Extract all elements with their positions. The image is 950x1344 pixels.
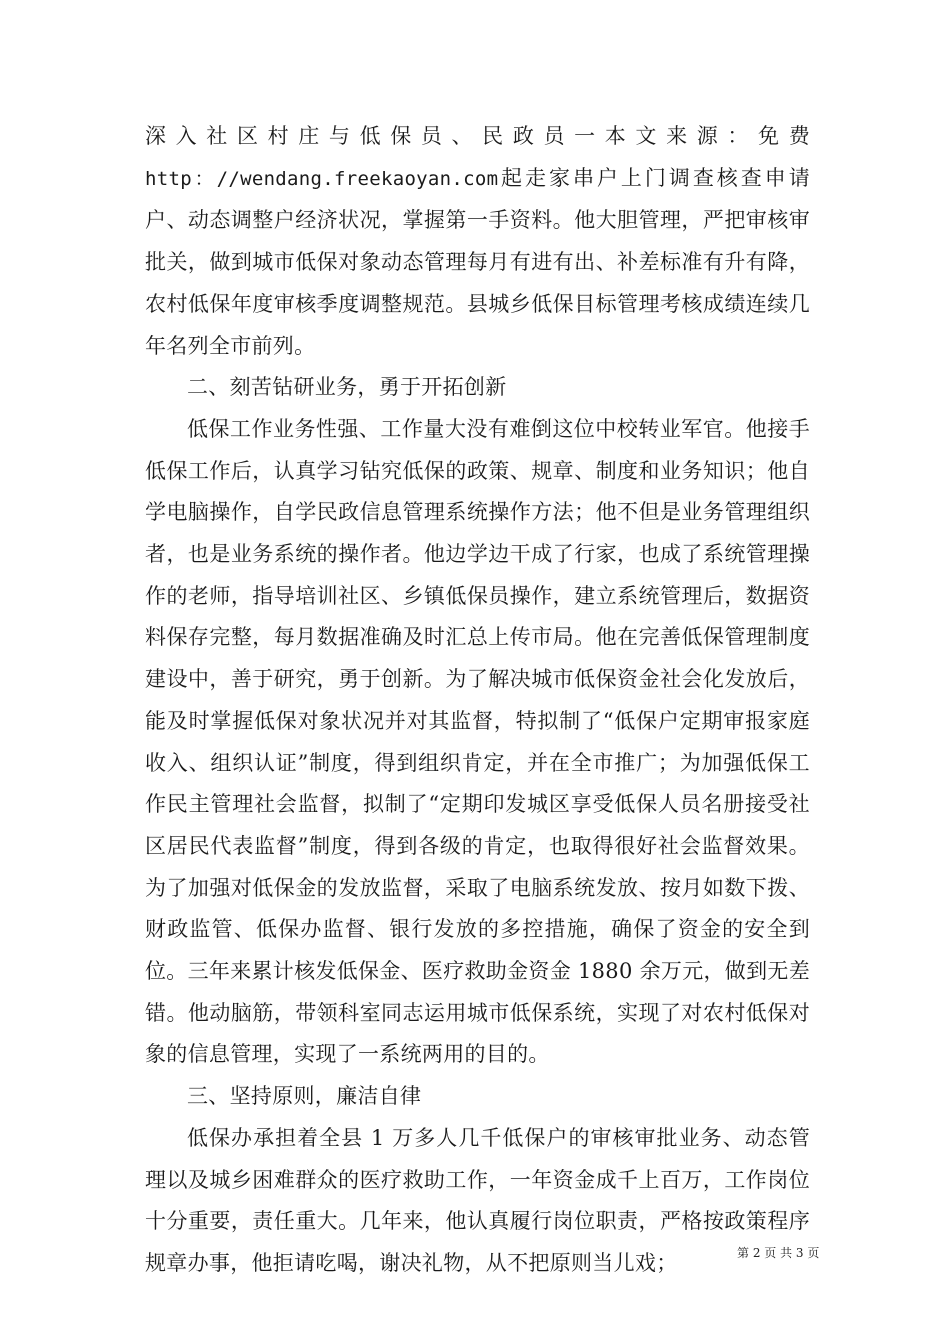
section-heading-2: 二、刻苦钻研业务，勇于开拓创新 <box>187 375 507 400</box>
source-url-part-2: wendang.freekaoyan.com <box>240 167 499 190</box>
source-url-part-1: http：// <box>145 167 241 190</box>
paragraph-1-text-b: 起走家串户上门调查核查申请户、动态调整户经济状况，掌握第一手资料。他大胆管理，严把审核审批关，做到城市低保对象动态管理每月有进有出、补差标准有升有降，农村低保年度审核季度调整规范。县城乡低保目标管理考核成绩连续几年名列全市前列。 <box>145 165 811 358</box>
page-number: 第 2 页 共 3 页 <box>737 1246 820 1260</box>
document-body <box>145 116 810 1285</box>
paragraph-1 <box>145 116 810 367</box>
paragraph-1-text-a: 深入社区村庄与低保员、民政员一本文来源：免费 <box>145 124 810 148</box>
section-heading-3: 三、坚持原则，廉洁自律 <box>187 1084 422 1109</box>
paragraph-3: 低保办承担着全县 1 万多人几千低保户的审核审批业务、动态管理以及城乡困难群众的医疗救助工作，一年资金成千上百万，工作岗位十分重要，责任重大。几年来，他认真履行岗位职责，严格按政策程序规章办事，他拒请吃喝，谢决礼物，从不把原则当儿戏； <box>145 1125 810 1275</box>
paragraph-2: 低保工作业务性强、工作量大没有难倒这位中校转业军官。他接手低保工作后，认真学习钻究低保的政策、规章、制度和业务知识；他自学电脑操作，自学民政信息管理系统操作方法；他不但是业务管理组织者，也是业务系统的操作者。他边学边干成了行家，也成了系统管理操作的老师，指导培训社区、乡镇低保员操作，建立系统管理后，数据资料保存完整，每月数据准确及时汇总上传市局。他在完善低保管理制度建设中，善于研究，勇于创新。为了解决城市低保资金社会化发放后，能及时掌握低保对象状况并对其监督，特拟制了“低保户定期审报家庭收入、组织认证”制度，得到组织肯定，并在全市推广；为加强低保工作民主管理社会监督，拟制了“定期印发城区享受低保人员名册接受社区居民代表监督”制度，得到各级的肯定，也取得很好社会监督效果。为了加强对低保金的发放监督，采取了电脑系统发放、按月如数下拨、财政监管、低保办监督、银行发放的多控措施，确保了资金的安全到位。三年来累计核发低保金、医疗救助金资金 1880 余万元，做到无差错。他动脑筋，带领科室同志运用城市低保系统，实现了对农村低保对象的信息管理，实现了一系统两用的目的。 <box>145 416 810 1067</box>
